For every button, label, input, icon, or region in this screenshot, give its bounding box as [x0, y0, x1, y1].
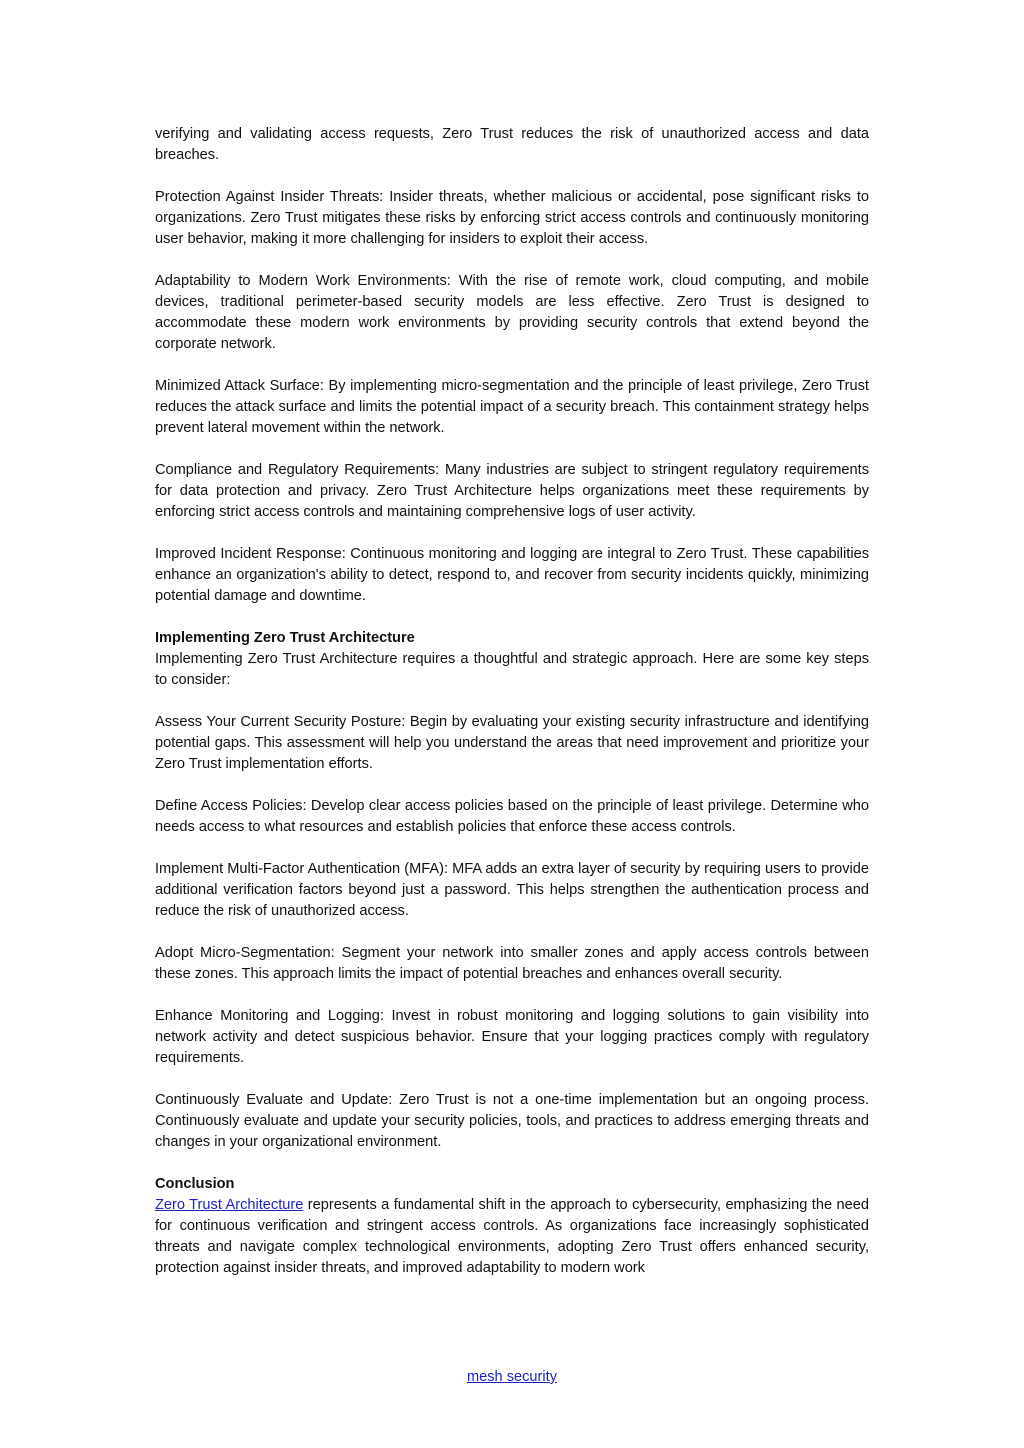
paragraph-compliance: Compliance and Regulatory Requirements: Many industries are subject to stringent regulatory requirements for data protection and privacy. Zero Trust Architecture helps organizations meet these requirements by enforcing strict access controls and maintaining comprehensive logs of user activity. [155, 462, 869, 520]
mesh-security-link[interactable]: mesh security [466, 1369, 558, 1385]
paragraph-attack-surface: Minimized Attack Surface: By implementing micro-segmentation and the principle of least privilege, Zero Trust reduces the attack surface and limits the potential impact of a security breach. This containment strategy helps prevent lateral movement within the network. [155, 378, 869, 436]
zero-trust-architecture-link[interactable]: Zero Trust Architecture [155, 1197, 304, 1213]
paragraph-step-mfa: Implement Multi-Factor Authentication (MFA): MFA adds an extra layer of security by requiring users to provide additional verification factors beyond just a password. This helps strengthen the authentication process and reduce the risk of unauthorized access. [155, 861, 869, 919]
paragraph-insider-threats: Protection Against Insider Threats: Insider threats, whether malicious or accidental, pose significant risks to organizations. Zero Trust mitigates these risks by enforcing strict access controls and continuously monitoring user behavior, making it more challenging for insiders to exploit their access. [155, 189, 869, 247]
paragraph-adaptability: Adaptability to Modern Work Environments: With the rise of remote work, cloud computing, and mobile devices, traditional perimeter-based security models are less effective. Zero Trust is designed to accommodate these modern work environments by providing security controls that extend beyond the corporate network. [155, 273, 869, 352]
paragraph-step-access-policies: Define Access Policies: Develop clear access policies based on the principle of least privilege. Determine who needs access to what resources and establish policies that enforce these access controls. [155, 798, 869, 835]
section-heading-conclusion: Conclusion [155, 1176, 235, 1192]
paragraph-breaches: verifying and validating access requests, Zero Trust reduces the risk of unauthorized access and data breaches. [155, 126, 869, 163]
paragraph-step-assess: Assess Your Current Security Posture: Begin by evaluating your existing security infrastructure and identifying potential gaps. This assessment will help you understand the areas that need improvement and prioritize your Zero Trust implementation efforts. [155, 714, 869, 772]
paragraph-step-monitoring: Enhance Monitoring and Logging: Invest in robust monitoring and logging solutions to gain visibility into network activity and detect suspicious behavior. Ensure that your logging practices comply with regulatory requirements. [155, 1008, 869, 1066]
document-page [155, 124, 869, 1279]
paragraph-conclusion [155, 1195, 869, 1279]
paragraph-implementing-intro: Implementing Zero Trust Architecture requires a thoughtful and strategic approach. Here are some key steps to consider: [155, 651, 869, 688]
conclusion-text: represents a fundamental shift in the approach to cybersecurity, emphasizing the need for continuous verification and stringent access controls. As organizations face increasingly sophisticated threats and navigate complex technological environments, adopting Zero Trust offers enhanced security, protection against insider threats, and improved adaptability to modern work [155, 1197, 869, 1276]
paragraph-incident-response: Improved Incident Response: Continuous monitoring and logging are integral to Zero Trust. These capabilities enhance an organization's ability to detect, respond to, and recover from security incidents quickly, minimizing potential damage and downtime. [155, 546, 869, 604]
page-footer [0, 1367, 1024, 1388]
paragraph-step-micro-segmentation: Adopt Micro-Segmentation: Segment your network into smaller zones and apply access controls between these zones. This approach limits the impact of potential breaches and enhances overall security. [155, 945, 869, 982]
paragraph-step-evaluate: Continuously Evaluate and Update: Zero Trust is not a one-time implementation but an ongoing process. Continuously evaluate and update your security policies, tools, and practices to address emerging threats and changes in your organizational environment. [155, 1092, 869, 1150]
section-heading-implementing: Implementing Zero Trust Architecture [155, 630, 415, 646]
